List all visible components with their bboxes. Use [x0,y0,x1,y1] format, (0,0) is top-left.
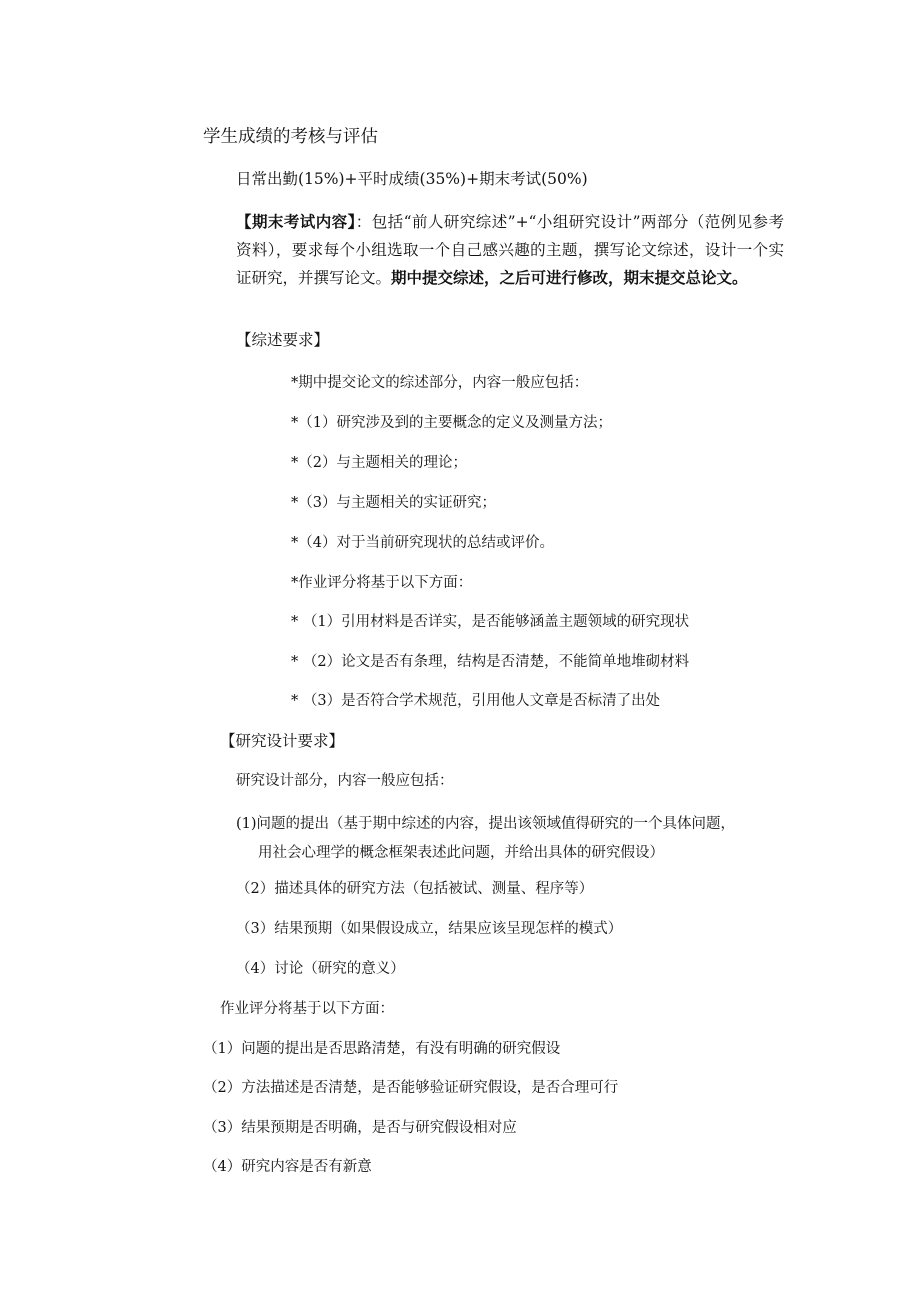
review-item: *（1）研究涉及到的主要概念的定义及测量方法； [291,415,612,431]
grade-formula: 日常出勤(15%)+平时成绩(35%)+期末考试(50%) [236,170,588,188]
design-item-1-line-1: (1)问题的提出（基于期中综述的内容，提出该领域值得研究的一个具体问题， [236,816,736,832]
grading-heading: 作业评分将基于以下方面： [220,1001,394,1017]
design-item: （3）结果预期（如果假设成立，结果应该呈现怎样的模式） [236,921,623,937]
section-title: 学生成绩的考核与评估 [203,127,378,147]
design-heading: 【研究设计要求】 [220,732,345,750]
review-item: *期中提交论文的综述部分，内容一般应包括： [291,375,589,391]
review-item: * （3）是否符合学术规范，引用他人文章是否标清了出处 [291,693,661,709]
design-intro: 研究设计部分，内容一般应包括： [236,773,454,789]
review-item: * （2）论文是否有条理，结构是否清楚，不能简单地堆砌材料 [291,654,690,670]
review-item: *（2）与主题相关的理论； [291,455,467,471]
final-exam-label: 【期末考试内容】 [236,212,356,231]
review-heading: 【综述要求】 [236,331,330,349]
final-exam-text: ：包括“前人研究综述”+“小组研究设计”两部分（范例见参考资料），要求每个小组选取一个自己感兴趣的主题，撰写论文综述，设计一个实证研究，并撰写论文。 [236,213,784,287]
design-item: （4）讨论（研究的意义） [236,961,405,977]
design-item-1 [236,810,784,868]
review-item: *作业评分将基于以下方面： [291,575,473,591]
final-exam-bold-text: 期中提交综述，之后可进行修改，期末提交总论文。 [391,268,748,287]
design-item-1-line-2: 用社会心理学的概念框架表述此问题，并给出具体的研究假设） [258,845,664,861]
grading-item: （2）方法描述是否清楚，是否能够验证研究假设，是否合理可行 [203,1080,619,1096]
grading-item: （3）结果预期是否明确，是否与研究假设相对应 [203,1120,517,1136]
review-item: * （1）引用材料是否详实，是否能够涵盖主题领域的研究现状 [291,614,690,630]
grading-item: （1）问题的提出是否思路清楚，有没有明确的研究假设 [203,1041,561,1057]
grading-item: （4）研究内容是否有新意 [203,1159,372,1175]
design-item: （2）描述具体的研究方法（包括被试、测量、程序等） [236,881,594,897]
review-item: *（3）与主题相关的实证研究； [291,495,496,511]
review-item: *（4）对于当前研究现状的总结或评价。 [291,535,554,551]
final-exam-paragraph [236,208,784,293]
